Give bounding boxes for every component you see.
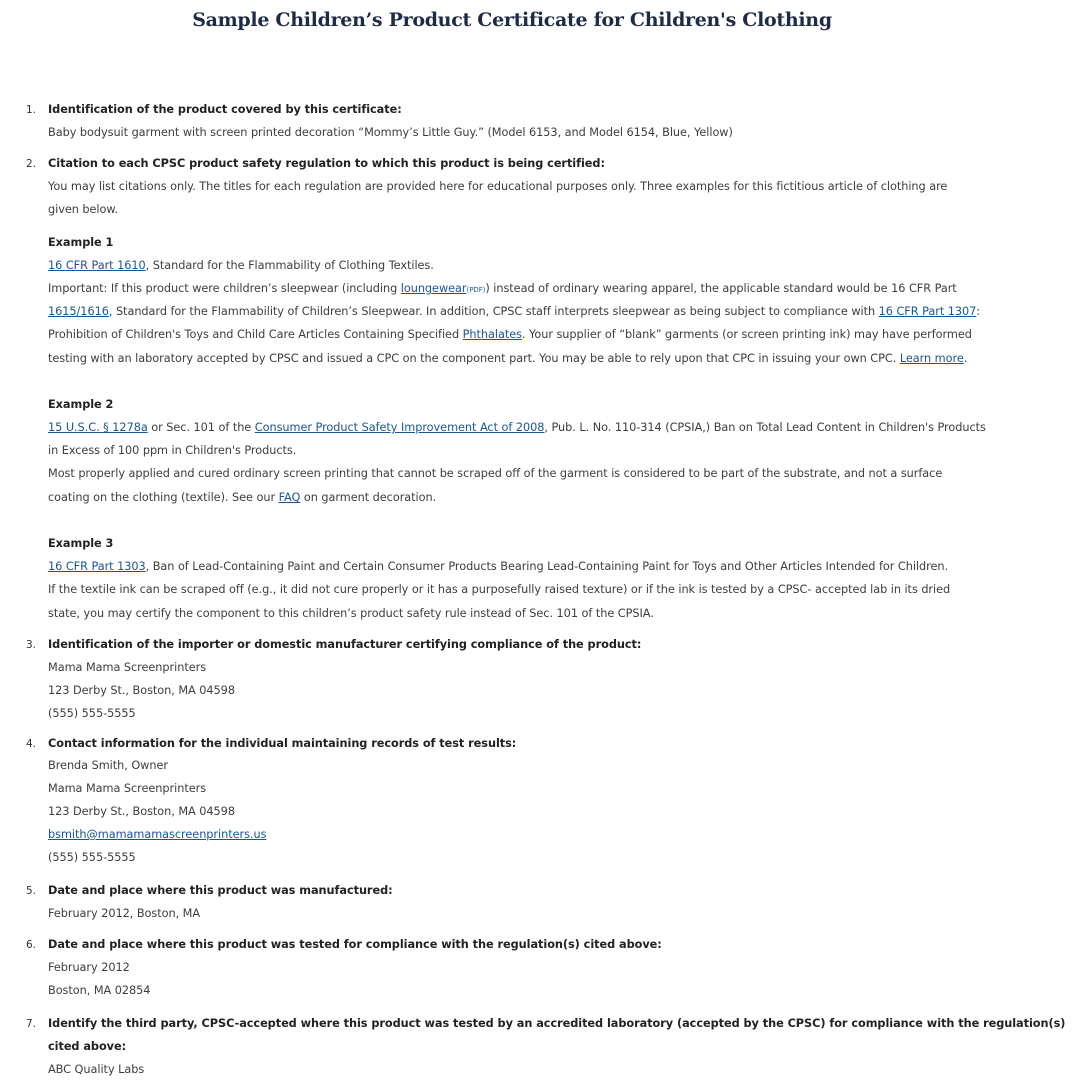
example-2-line-2: in Excess of 100 ppm in Children's Products. — [48, 444, 297, 457]
text: Important: If this product were children’s sleepwear (including — [48, 282, 401, 295]
example-1-line-1 — [48, 259, 434, 272]
item-heading-cont: cited above: — [48, 1040, 127, 1053]
example-3-line-3: state, you may certify the component to this children’s product safety rule instead of Sec. 101 of the CPSIA. — [48, 607, 654, 620]
company-phone: (555) 555-5555 — [48, 707, 136, 720]
lab-name: ABC Quality Labs — [48, 1063, 145, 1076]
text: , Ban of Lead-Containing Paint and Certain Consumer Products Bearing Lead-Containing Paint for Toys and Other Articles Intended for Children. — [145, 560, 949, 573]
email-link[interactable]: bsmith@mamamamascreenprinters.us — [48, 828, 267, 841]
product-description: Baby bodysuit garment with screen printed decoration “Mommy’s Little Guy.” (Model 6153, and Model 6154, Blue, Yellow) — [48, 126, 733, 139]
item-heading: Citation to each CPSC product safety regulation to which this product is being certified: — [48, 157, 605, 170]
item-number: 4. — [26, 738, 37, 750]
text: ) instead of ordinary wearing apparel, the applicable standard would be 16 CFR Part — [485, 282, 957, 295]
test-place: Boston, MA 02854 — [48, 984, 151, 997]
item-number: 2. — [26, 158, 37, 170]
link-phthalates[interactable]: Phthalates — [462, 328, 522, 341]
text: or Sec. 101 of the — [147, 421, 255, 434]
link-faq[interactable]: FAQ — [278, 491, 301, 504]
contact-company: Mama Mama Screenprinters — [48, 782, 207, 795]
item-number: 6. — [26, 939, 37, 951]
link-1615-1616[interactable]: 1615/1616 — [48, 305, 109, 318]
example-2-label: Example 2 — [48, 398, 114, 411]
text: , Standard for the Flammability of Children’s Sleepwear. In addition, CPSC staff interprets sleepwear as being subject to compliance with — [108, 305, 879, 318]
contact-address: 123 Derby St., Boston, MA 04598 — [48, 805, 235, 818]
example-1-line-2 — [48, 282, 957, 295]
item-heading: Date and place where this product was tested for compliance with the regulation(s) cited above: — [48, 938, 662, 951]
example-3-line-1 — [48, 560, 948, 573]
text: . — [963, 352, 968, 365]
example-3-label: Example 3 — [48, 537, 114, 550]
contact-name: Brenda Smith, Owner — [48, 759, 168, 772]
example-2-line-4 — [48, 491, 436, 504]
company-name: Mama Mama Screenprinters — [48, 661, 207, 674]
link-learn-more[interactable]: Learn more — [899, 352, 964, 365]
example-2-line-1 — [48, 421, 986, 434]
item-heading: Identification of the importer or domestic manufacturer certifying compliance of the product: — [48, 638, 642, 651]
link-15-usc-1278a[interactable]: 15 U.S.C. § 1278a — [48, 421, 148, 434]
item-number: 5. — [26, 885, 37, 897]
example-1-line-4 — [48, 328, 972, 341]
text: coating on the clothing (textile). See our — [48, 491, 279, 504]
item-number: 3. — [26, 639, 37, 651]
contact-phone: (555) 555-5555 — [48, 851, 136, 864]
pdf-badge: (PDF) — [466, 286, 486, 294]
link-16-cfr-1303[interactable]: 16 CFR Part 1303 — [48, 560, 146, 573]
example-2-line-3: Most properly applied and cured ordinary screen printing that cannot be scraped off of the garment is considered to be part of the substrate, and not a surface — [48, 467, 943, 480]
item-heading: Identification of the product covered by this certificate: — [48, 103, 402, 116]
text: Prohibition of Children's Toys and Child Care Articles Containing Specified — [48, 328, 463, 341]
text: . Your supplier of “blank” garments (or screen printing ink) may have performed — [521, 328, 972, 341]
citation-intro: You may list citations only. The titles for each regulation are provided here for educational purposes only. Three examples for this fictitious article of clothing are — [48, 180, 948, 193]
item-number: 7. — [26, 1018, 37, 1030]
company-address: 123 Derby St., Boston, MA 04598 — [48, 684, 235, 697]
item-number: 1. — [26, 104, 37, 116]
link-16-cfr-1307[interactable]: 16 CFR Part 1307 — [878, 305, 977, 318]
page-title: Sample Children’s Product Certificate for Children's Clothing — [192, 9, 832, 31]
link-loungewear[interactable]: loungewear — [400, 282, 467, 295]
citation-intro-cont: given below. — [48, 203, 119, 216]
text: testing with an laboratory accepted by CPSC and issued a CPC on the component part. You may be able to rely upon that CPC in issuing your own CPC. — [48, 352, 900, 365]
test-date: February 2012 — [48, 961, 130, 974]
link-16-cfr-1610[interactable]: 16 CFR Part 1610 — [48, 259, 146, 272]
text: on garment decoration. — [300, 491, 437, 504]
item-heading: Identify the third party, CPSC-accepted where this product was tested by an accredited laboratory (accepted by the CPSC) for compliance with the regulation(s) — [48, 1017, 1066, 1030]
example-1-line-5 — [48, 352, 967, 365]
item-heading: Date and place where this product was manufactured: — [48, 884, 393, 897]
item-heading: Contact information for the individual maintaining records of test results: — [48, 737, 517, 750]
link-cpsia[interactable]: Consumer Product Safety Improvement Act of 2008 — [254, 421, 545, 434]
text: : — [976, 305, 981, 318]
example-3-line-2: If the textile ink can be scraped off (e.g., it did not cure properly or it has a purposefully raised texture) or if the ink is tested by a CPSC- accepted lab in its dried — [48, 583, 951, 596]
example-1-line-3 — [48, 305, 980, 318]
example-1-label: Example 1 — [48, 236, 114, 249]
text: , Pub. L. No. 110-314 (CPSIA,) Ban on Total Lead Content in Children's Products — [544, 421, 986, 434]
text: , Standard for the Flammability of Clothing Textiles. — [145, 259, 434, 272]
manufacture-date-place: February 2012, Boston, MA — [48, 907, 201, 920]
contact-email-line — [48, 828, 266, 841]
